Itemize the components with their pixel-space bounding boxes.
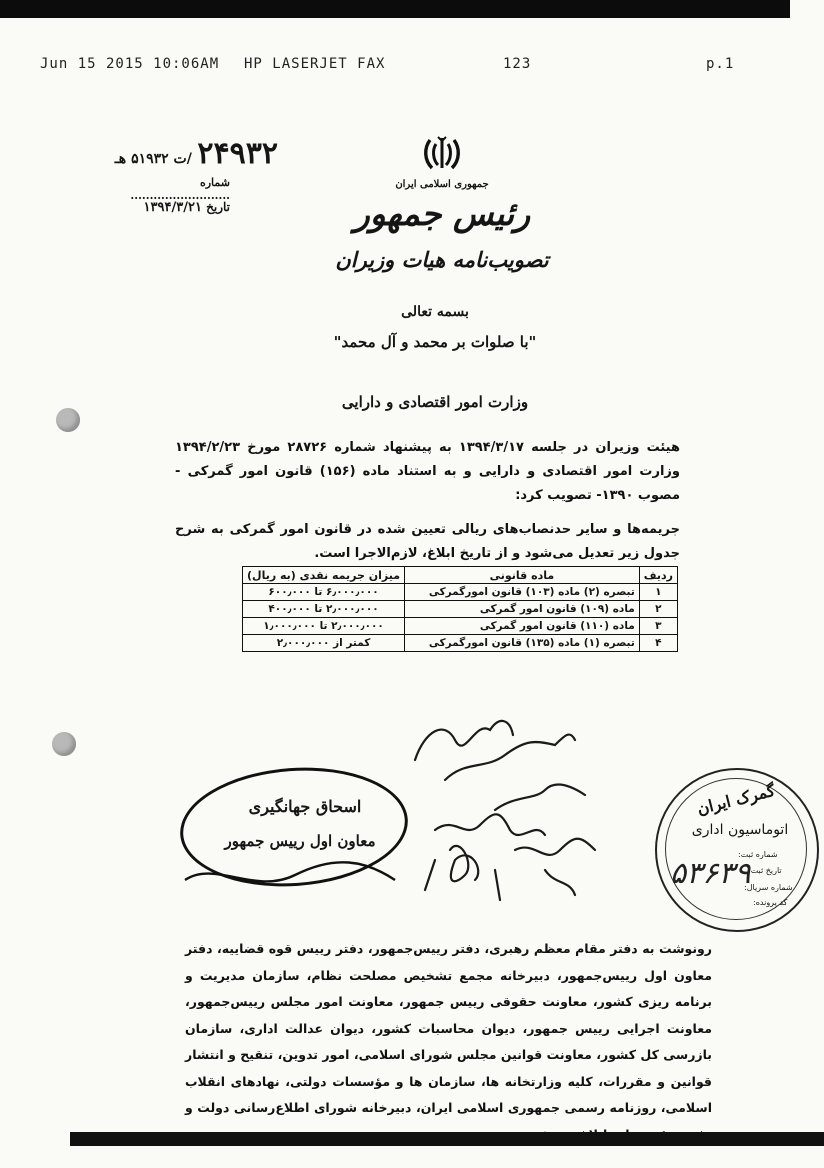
distribution-list: رونوشت به دفتر مقام معظم رهبری، دفتر رییس‌جمهور، دفتر رییس قوه قضاییه، دفتر معاون اول رییس‌جمهور، دبیرخانه مجمع تشخیص مصلحت نظام، سازمان مدیریت و برنامه ریزی کشور، معاونت حقوقی رییس جمهور، معاونت امور مجلس رییس‌جمهور، معاونت اجرایی رییس جمهور، دیوان محاسبات کشور، دیوان عدالت اداری، سازمان بازرسی کل کشور، معاونت قوانین مجلس شورای اسلامی، امور تدوین، تنقیح و انتشار قوانین و مقررات، کلیه وزارتخانه ها، سازمان ها و مؤسسات دولتی، نهادهای انقلاب اسلامی، روزنامه رسمی جمهوری اسلامی ایران، دبیرخانه شورای اطلاع‌رسانی دولت و [185, 941, 712, 1115]
stamp-handwritten-number: ۵۳۶۳۹ [670, 856, 751, 891]
addressee: وزارت امور اقتصادی و دارایی [341, 393, 529, 411]
header-fine: میزان جریمه نقدی (به ریال) [243, 567, 405, 584]
number-label: شماره [199, 176, 230, 189]
handwritten-annotation-icon [395, 700, 635, 920]
fax-datetime: Jun 15 2015 10:06AM [40, 56, 220, 72]
row-number: ۱ [639, 584, 677, 601]
reference-date-line [98, 200, 230, 215]
row-number: ۲ [639, 601, 677, 618]
row-article: ماده (۱۰۹) قانون امور گمرکی [405, 601, 640, 618]
table-header-row [243, 567, 678, 584]
decree-paragraph-2: جریمه‌ها و سایر حدنصاب‌های ریالی تعیین شده در قانون امور گمرکی به شرح جدول زیر تعدیل می‌شود و از تاریخ ابلاغ، لازم‌الاجرا است. [175, 522, 680, 561]
reference-number [98, 136, 278, 171]
fax-bottom-rule [70, 1132, 824, 1146]
table-row [243, 584, 678, 601]
row-article: تبصره (۲) ماده (۱۰۳) قانون امورگمرکی [405, 584, 640, 601]
table-row [243, 601, 678, 618]
salutation-line-1: بسمه تعالی [401, 304, 469, 320]
row-number: ۳ [639, 618, 677, 635]
row-fine: ۶٫۰۰۰٫۰۰۰ تا ۶۰۰٫۰۰۰ [243, 584, 405, 601]
salutation-line-2: "با صلوات بر محمد و آل محمد" [333, 333, 537, 351]
stamp-org: گمرک ایران [695, 780, 777, 819]
row-article: ماده (۱۱۰) قانون امور گمرکی [405, 618, 640, 635]
row-fine: ۲٫۰۰۰٫۰۰۰ تا ۱٫۰۰۰٫۰۰۰ [243, 618, 405, 635]
date-label: تاریخ [206, 200, 230, 214]
fax-device: HP LASERJET FAX [244, 56, 386, 72]
fax-number: 123 [503, 56, 532, 72]
row-number: ۴ [639, 635, 677, 652]
reference-code: /ت ۵۱۹۳۲ هـ [114, 151, 192, 167]
side-margin-note [24, 958, 44, 1068]
signature-scribble-icon [175, 850, 405, 900]
table-row [243, 618, 678, 635]
stamp-unit: اتوماسیون اداری [691, 822, 789, 838]
punch-hole [56, 408, 80, 432]
signatory-name: اسحاق جهانگیری [248, 797, 362, 816]
fax-page: p.1 [706, 56, 735, 72]
punch-hole [52, 732, 76, 756]
stamp-reg-date-label: تاریخ ثبت: [748, 866, 782, 875]
header-row-number: ردیف [639, 567, 677, 584]
table-row [243, 635, 678, 652]
reference-number-line: شماره .......................... [130, 176, 230, 202]
emblem-caption: جمهوری اسلامی ایران [395, 179, 489, 190]
stamp-reg-no-label: شماره ثبت: [738, 850, 778, 859]
row-fine: کمتر از ۲٫۰۰۰٫۰۰۰ [243, 635, 405, 652]
decree-paragraph-1: هیئت وزیران در جلسه ۱۳۹۴/۳/۱۷ به پیشنهاد شماره ۲۸۷۲۶ مورخ ۱۳۹۴/۲/۲۳ وزارت امور اقتصادی و دارایی و به استناد ماده (۱۵۶) قانون امور گمرکی - مصوب ۱۳۹۰- تصویب کرد: [175, 440, 680, 503]
date-value: ۱۳۹۴/۳/۲۱ [143, 200, 202, 215]
row-article: تبصره (۱) ماده (۱۳۵) قانون امورگمرکی [405, 635, 640, 652]
iran-emblem-icon [422, 134, 462, 174]
decree-subtitle: تصویب‌نامه هیات وزیران [335, 247, 549, 272]
stamp-serial-label: شماره سریال: [744, 883, 793, 892]
office-title: رئیس جمهور [353, 194, 531, 233]
header-article: ماده قانونی [405, 567, 640, 584]
reference-big-number: ۲۴۹۳۲ [197, 136, 278, 171]
stamp-tracking-label: کد پرونده: [753, 898, 788, 907]
signatory-title: معاون اول رییس جمهور [224, 832, 376, 850]
row-fine: ۲٫۰۰۰٫۰۰۰ تا ۴۰۰٫۰۰۰ [243, 601, 405, 618]
fax-top-rule [0, 0, 790, 18]
fines-table [242, 566, 678, 652]
